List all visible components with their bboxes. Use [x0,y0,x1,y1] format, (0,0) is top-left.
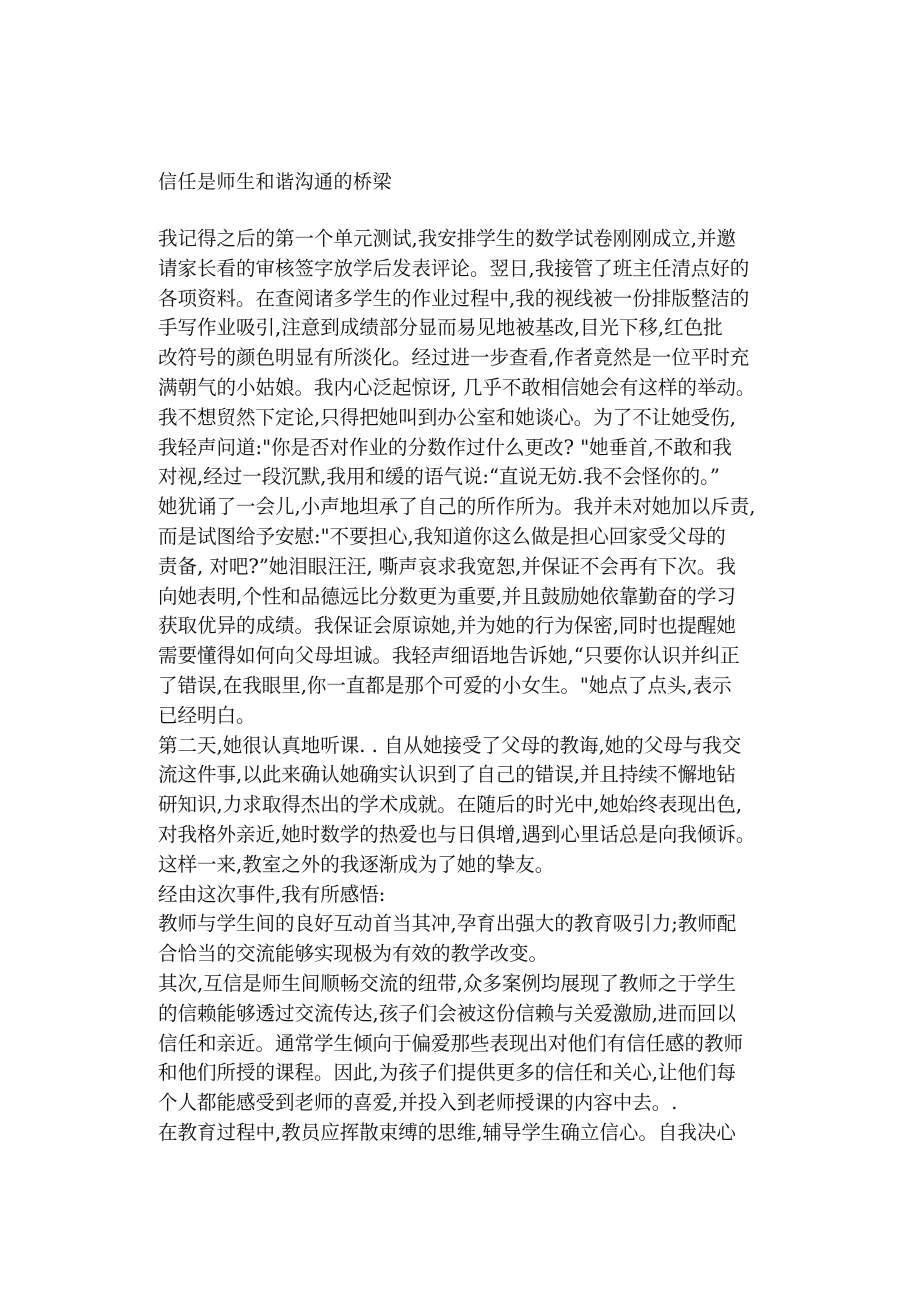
body-line: 信任和亲近。通常学生倾向于偏爱那些表现出对他们有信任感的教师 [158,1031,744,1055]
body-line: 了错误,在我眼里,你一直都是那个可爱的小女生。"她点了点头,表示 [158,673,732,697]
body-line: 请家长看的审核签字放学后发表评论。翌日,我接管了班主任清点好的 [158,256,750,280]
body-line: 向她表明,个性和品德远比分数更为重要,并且鼓励她依靠勤奋的学习 [158,584,736,608]
body-line: 她犹诵了一会儿,小声地坦承了自己的所作所为。我并未对她加以斥责, [158,495,756,519]
body-line: 教师与学生间的良好互动首当其冲,孕育出强大的教育吸引力;教师配 [158,912,737,936]
body-line: 而是试图给予安慰:"不要担心,我知道你这么做是担心回家受父母的 [158,524,726,548]
document-title: 信任是师生和谐沟通的桥梁 [158,171,393,193]
body-line: 的信赖能够透过交流传达,孩子们会被这份信赖与关爱激励,进而回以 [158,1001,736,1025]
body-line: 需要懂得如何向父母坦诚。我轻声细语地告诉她,“只要你认识并纠正 [158,644,740,668]
body-line: 这样一来,教室之外的我逐渐成为了她的挚友。 [158,852,555,876]
body-line: 个人都能感受到老师的喜爱,并投入到老师授课的内容中去。. [158,1091,678,1115]
body-line: 研知识,力求取得杰出的学术成就。在随后的时光中,她始终表现出色, [158,793,743,817]
body-line: 各项资料。在查阅诸多学生的作业过程中,我的视线被一份排版整洁的 [158,286,750,310]
body-line: 手写作业吸引,注意到成绩部分显而易见地被基改,目光下移,红色批 [158,316,723,340]
body-line: 其次,互信是师生间顺畅交流的纽带,众多案例均展现了教师之于学生 [158,971,736,995]
body-line: 在教育过程中,教员应挥散束缚的思维,辅导学生确立信心。自我决心 [158,1120,736,1144]
body-line: 对我格外亲近,她时数学的热爱也与日俱增,遇到心里话总是向我倾诉。 [158,822,756,846]
document-body [158,224,778,1148]
body-line: 我轻声问道:"你是否对作业的分数作过什么更改? "她垂首,不敢和我 [158,435,732,459]
body-line: 已经明白。 [158,703,256,727]
body-line: 我记得之后的第一个单元测试,我安排学生的数学试卷刚刚成立,并邀 [158,227,736,250]
body-line: 经由这次事件,我有所感悟: [158,882,386,906]
body-line: 合恰当的交流能够实现极为有效的教学改变。 [158,942,549,966]
body-line: 改符号的颜色明显有所淡化。经过进一步查看,作者竟然是一位平时充 [158,346,750,370]
body-line: 第二天,她很认真地听课. . 自从她接受了父母的教诲,她的父母与我交 [158,733,742,757]
body-line: 满朝气的小姑娘。我内心泛起惊讶, 几乎不敢相信她会有这样的举动。 [158,375,756,399]
body-line: 和他们所授的课程。因此,为孩子们提供更多的信任和关心,让他们每 [158,1061,736,1085]
body-line: 获取优异的成绩。我保证会原谅她,并为她的行为保密,同时也提醒她 [158,614,736,638]
body-line: 对视,经过一段沉默,我用和缓的语气说:“直说无妨.我不会怪你的。” [158,465,720,489]
body-line: 流这件事,以此来确认她确实认识到了自己的错误,并且持续不懈地钻 [158,763,736,787]
body-line: 责备, 对吧?”她泪眼汪汪, 嘶声哀求我宽恕,并保证不会再有下次。我 [158,554,736,578]
body-line: 我不想贸然下定论,只得把她叫到办公室和她谈心。为了不让她受伤, [158,405,736,429]
